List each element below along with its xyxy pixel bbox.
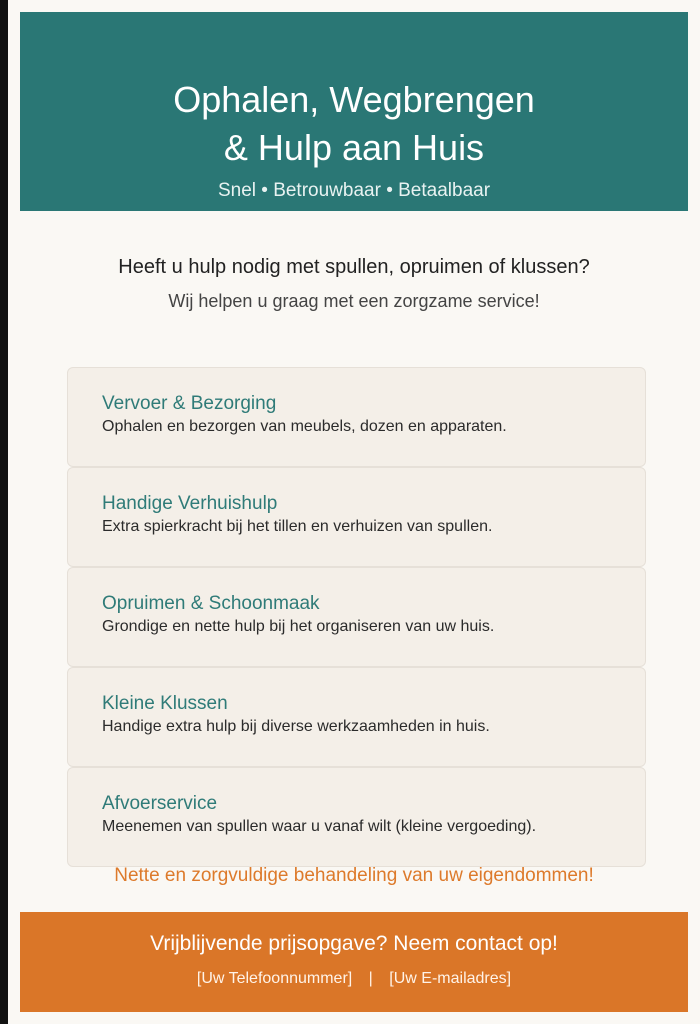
service-description: Handige extra hulp bij diverse werkzaamheden in huis.: [102, 718, 490, 735]
service-title: Vervoer & Bezorging: [102, 393, 277, 414]
service-card-disposal: [67, 767, 646, 867]
service-title: Afvoerservice: [102, 793, 218, 814]
service-description: Meenemen van spullen waar u vanaf wilt (kleine vergoeding).: [102, 818, 537, 835]
service-card-cleaning: [67, 567, 646, 667]
page-title: [20, 12, 688, 172]
service-title: Handige Verhuishulp: [102, 493, 278, 514]
services-list: [67, 367, 646, 867]
title-line-1: Ophalen, Wegbrengen: [173, 79, 535, 120]
service-description: Grondige en nette hulp bij het organiseren van uw huis.: [102, 618, 495, 635]
title-line-2: & Hulp aan Huis: [223, 127, 485, 168]
service-description: Ophalen en bezorgen van meubels, dozen en apparaten.: [102, 418, 507, 435]
intro-question: Heeft u hulp nodig met spullen, opruimen of klussen?: [118, 256, 590, 278]
service-card-transport: [67, 367, 646, 467]
contact-cta: Vrijblijvende prijsopgave? Neem contact op!: [150, 932, 558, 955]
contact-details: [20, 968, 688, 990]
contact-separator: |: [368, 970, 373, 987]
care-note: Nette en zorgvuldige behandeling van uw eigendommen!: [114, 865, 594, 886]
tagline: Snel • Betrouwbaar • Betaalbaar: [217, 180, 491, 201]
service-card-odd-jobs: [67, 667, 646, 767]
header-banner: [20, 12, 688, 211]
service-title: Kleine Klussen: [102, 693, 228, 714]
phone-placeholder[interactable]: [Uw Telefoonnummer]: [196, 970, 353, 987]
service-card-moving: [67, 467, 646, 567]
email-placeholder[interactable]: [Uw E-mailadres]: [389, 970, 512, 987]
intro-section: [8, 253, 700, 313]
contact-footer: [20, 912, 688, 1012]
service-description: Extra spierkracht bij het tillen en verhuizen van spullen.: [102, 518, 493, 535]
flyer-page: [8, 0, 700, 1024]
service-title: Opruimen & Schoonmaak: [102, 593, 320, 614]
intro-subtitle: Wij helpen u graag met een zorgzame service!: [168, 291, 540, 311]
